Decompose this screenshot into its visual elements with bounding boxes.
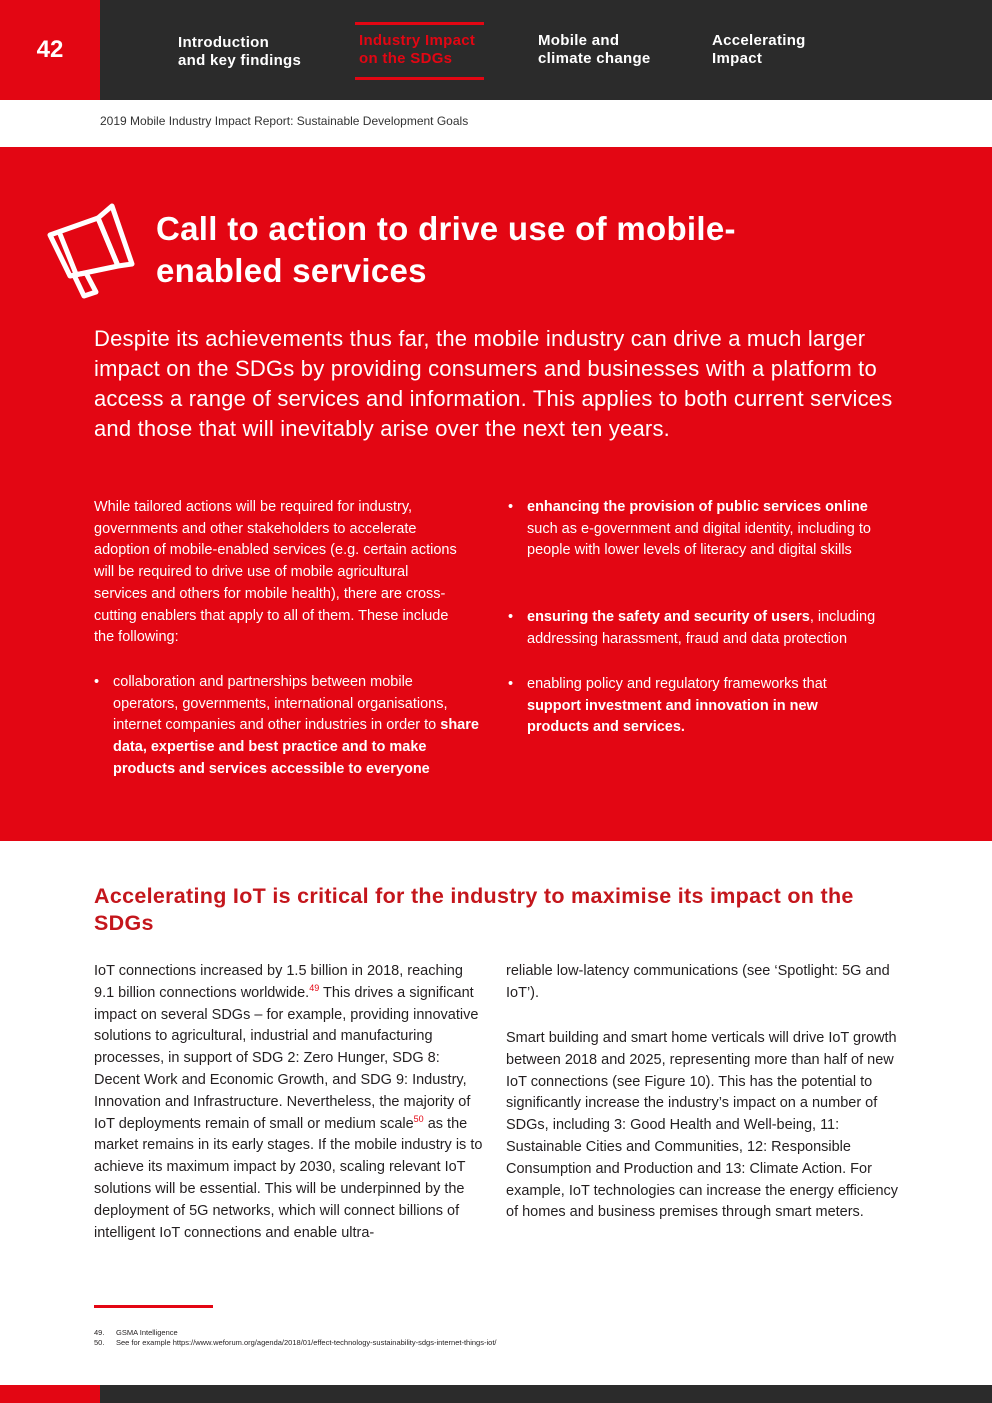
bullet-text-bold: ensuring the safety and security of users <box>527 609 810 625</box>
footer-accent <box>0 1385 100 1403</box>
body-column-right-p1: reliable low-latency communications (see ‘Spotlight: 5G and IoT’). <box>506 963 890 1001</box>
bullet-text <box>527 674 867 739</box>
bullet-text-regular: enabling policy and regulatory frameworks that <box>527 676 827 692</box>
paragraph-text: as the market remains in its early stages. If the mobile industry is to achieve its maximum impact by 2030, scaling relevant IoT solutions will be essential. This will be underpinned by the deployment of 5G networks, which will connect billions of intelligent IoT connections and enable ultra- <box>94 1115 483 1241</box>
section-heading: Accelerating IoT is critical for the industry to maximise its impact on the SDGs <box>94 884 854 935</box>
bullet-text-regular: , including addressing harassment, fraud and data protection <box>527 609 876 647</box>
report-title: 2019 Mobile Industry Impact Report: Sustainable Development Goals <box>100 114 469 128</box>
nav-introduction[interactable]: Introduction and key findings <box>178 34 302 69</box>
footnote-ref-50[interactable]: 50 <box>413 1113 424 1124</box>
cta-lead-paragraph: Despite its achievements thus far, the mobile industry can drive a much larger impact on the SDGs by providing consumers and businesses with a platform to access a range of services and information. This applies to both current services and those that will inevitably arise over the next ten years. <box>94 326 893 441</box>
nav-industry-impact[interactable]: Industry Impact on the SDGs <box>359 32 476 67</box>
footnote-text: GSMA Intelligence <box>116 1328 178 1337</box>
bullet-text <box>527 607 897 650</box>
bullet-text-bold: enhancing the provision of public services online <box>527 499 868 515</box>
body-column-right-p2: Smart building and smart home verticals will drive IoT growth between 2018 and 2025, representing more than half of new IoT connections (see Figure 10). This has the potential to significantly increase the industry’s impact on a number of SDGs, including 3: Good Health and Well-being, 11: Sustainable Cities and Communities, 12: Responsible Consumption and Production and 13: Climate Action. For example, IoT technologies can increase the energy efficiency of homes and business premises through smart meters. <box>506 1030 899 1221</box>
megaphone-icon <box>40 200 140 300</box>
bullet-marker: • <box>508 609 514 625</box>
footnote-number: 50. <box>94 1338 105 1347</box>
bullet-text <box>527 497 897 562</box>
footnote-ref-49[interactable]: 49 <box>309 982 320 993</box>
nav-accelerating-impact[interactable]: Accelerating Impact <box>712 32 806 67</box>
footnote-divider <box>94 1305 213 1308</box>
bullet-marker: • <box>94 674 100 690</box>
paragraph-text: IoT connections increased by 1.5 billion in 2018, reaching 9.1 billion connections worldwide. <box>94 963 463 1001</box>
paragraph-text: This drives a significant impact on several SDGs – for example, providing innovative solutions to agricultural, industrial and manufacturing processes, in support of SDG 2: Zero Hunger, SDG 8: Decent Work and Economic Growth, and SDG 9: Industry, Innovation and Infrastructure. Nevertheless, the majority of IoT deployments remain of small or medium scale <box>94 984 479 1132</box>
bullet-marker: • <box>508 676 514 692</box>
bullet-text-regular: collaboration and partnerships between mobile operators, governments, international organisations, internet companies and other industries in order to <box>113 674 448 734</box>
bullet-text-bold: share data, expertise and best practice and to make products and services accessible to everyone <box>113 717 479 777</box>
active-tab-indicator-top <box>355 22 484 25</box>
cta-title: Call to action to drive use of mobile-enabled services <box>156 210 736 289</box>
footnote-number: 49. <box>94 1328 105 1337</box>
bullet-text-regular: such as e-government and digital identity, including to people with lower levels of literacy and digital skills <box>527 520 871 559</box>
page-number: 42 <box>36 36 64 63</box>
active-tab-indicator-bottom <box>355 77 484 80</box>
body-column-left <box>94 961 487 1244</box>
footnote-link[interactable]: See for example https://www.weforum.org/agenda/2018/01/effect-technology-sustainability-sdgs-internet-things-iot/ <box>116 1338 497 1347</box>
footer-bar <box>100 1385 992 1403</box>
bullet-marker: • <box>508 499 514 515</box>
bullet-text-bold: support investment and innovation in new products and services. <box>527 697 818 736</box>
cta-intro-paragraph: While tailored actions will be required for industry, governments and other stakeholders to accelerate adoption of mobile-enabled services (e.g. certain actions will be required to drive use of mobile agricultural services and others for mobile health), there are cross-cutting enablers that apply to all of them. These include the following: <box>94 499 457 646</box>
bullet-text <box>113 672 481 781</box>
nav-mobile-climate[interactable]: Mobile and climate change <box>538 32 651 67</box>
